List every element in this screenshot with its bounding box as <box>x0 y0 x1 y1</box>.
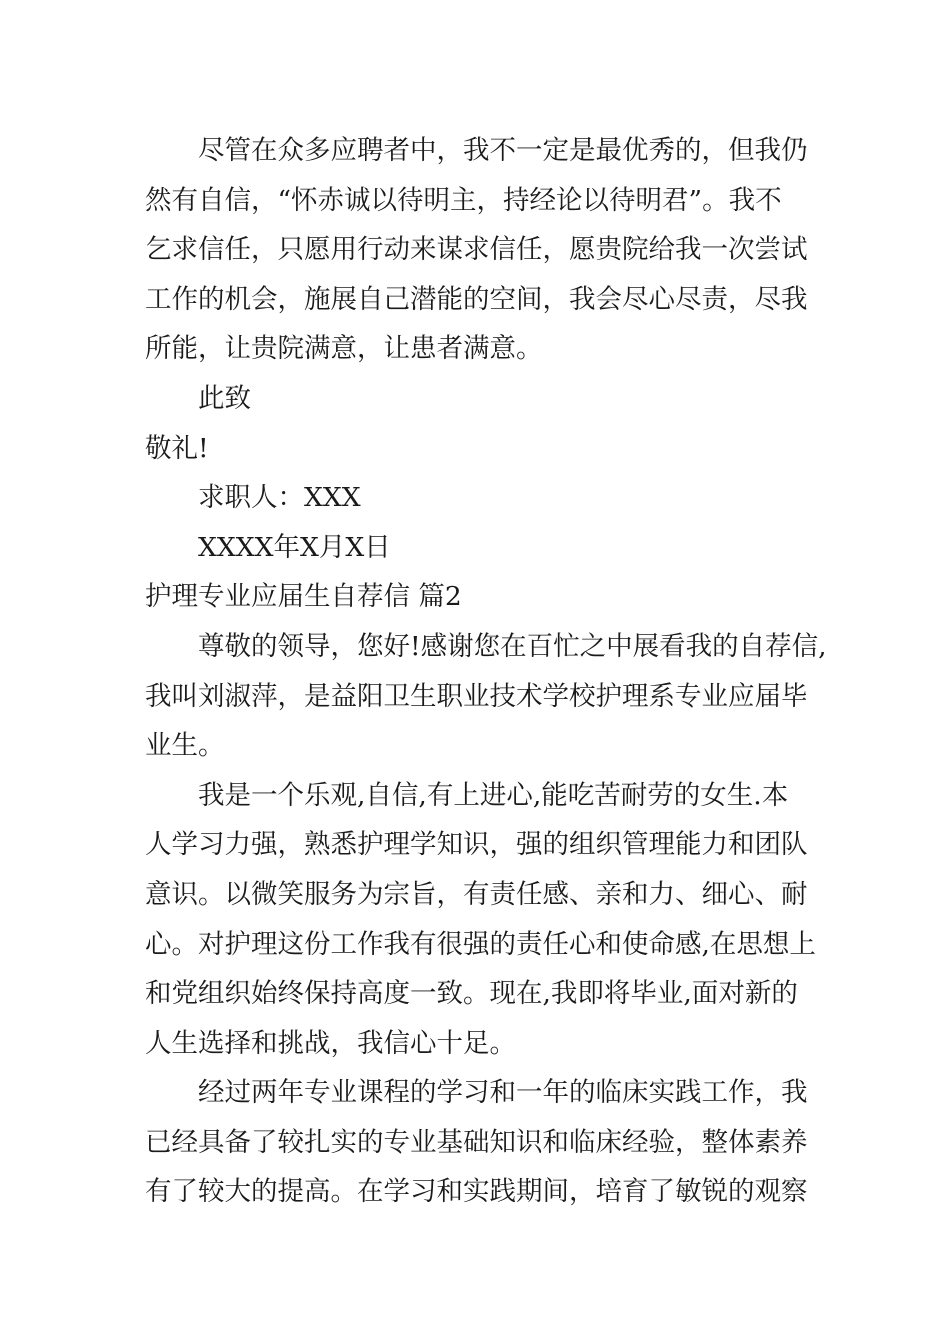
text-line: 经过两年专业课程的学习和一年的临床实践工作，我 <box>198 1077 808 1109</box>
text-line: 工作的机会，施展自己潜能的空间，我会尽心尽责，尽我 <box>145 283 808 315</box>
text-line: 人生选择和挑战，我信心十足。 <box>145 1027 516 1059</box>
text-line: 乞求信任，只愿用行动来谋求信任，愿贵院给我一次尝试 <box>145 234 808 266</box>
section-heading: 护理专业应届生自荐信 篇2 <box>145 581 462 613</box>
text-line: 意识。以微笑服务为宗旨，有责任感、亲和力、细心、耐 <box>145 878 808 910</box>
text-line: 所能，让贵院满意，让患者满意。 <box>145 333 543 365</box>
text-line: 尽管在众多应聘者中，我不一定是最优秀的，但我仍 <box>198 135 808 166</box>
text-line: 然有自信，“怀赤诚以待明主，持经论以待明君”。我不 <box>145 184 782 216</box>
closing-salutation: 此致 <box>198 382 251 414</box>
text-line: 尊敬的领导，您好!感谢您在百忙之中展看我的自荐信, <box>198 630 827 662</box>
text-line: 和党组织始终保持高度一致。现在,我即将毕业,面对新的 <box>145 978 798 1010</box>
text-line: 人学习力强，熟悉护理学知识，强的组织管理能力和团队 <box>145 829 808 861</box>
text-line: 已经具备了较扎实的专业基础知识和临床经验，整体素养 <box>145 1126 808 1158</box>
applicant-signature: 求职人：XXX <box>198 482 361 514</box>
text-line: 我叫刘淑萍，是益阳卫生职业技术学校护理系专业应届毕 <box>145 680 808 712</box>
letter-date: XXXX年X月X日 <box>198 531 391 563</box>
text-line: 心。对护理这份工作我有很强的责任心和使命感,在思想上 <box>145 928 816 960</box>
text-line: 业生。 <box>145 730 225 762</box>
closing-regards: 敬礼! <box>145 432 209 464</box>
text-line: 我是一个乐观,自信,有上进心,能吃苦耐劳的女生.本 <box>198 779 789 811</box>
text-line: 有了较大的提高。在学习和实践期间，培育了敏锐的观察 <box>145 1176 808 1208</box>
